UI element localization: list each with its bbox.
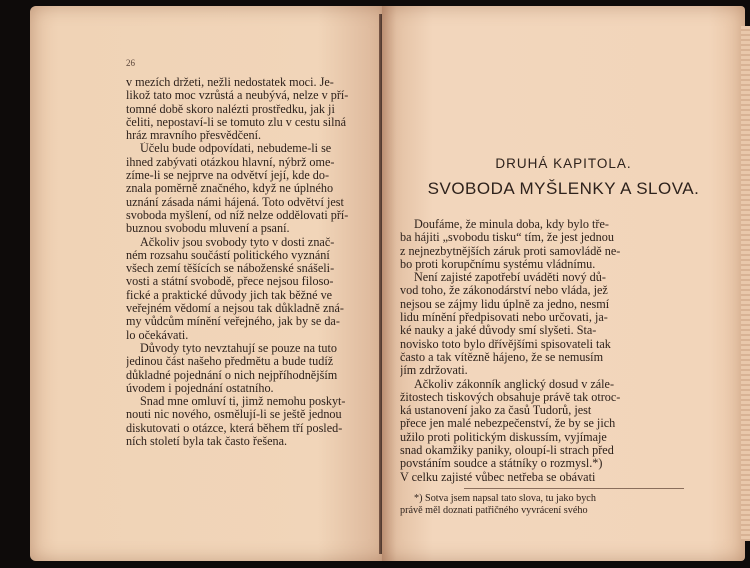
text-line: snad okamžiky paniky, oloupí-li strach před xyxy=(400,444,614,458)
text-line: lo očekávati. xyxy=(126,328,189,342)
text-line: důkladné pojednání o nich nejpříhodnějším xyxy=(126,368,338,382)
text-line: Důvody tyto nevztahují se pouze na tuto xyxy=(140,341,337,355)
text-line: ba hájiti „svobodu tisku“ tím, že jest jednou xyxy=(400,231,614,245)
text-line: uznání zásada námi hájená. Toto odvětví jest xyxy=(126,195,344,209)
text-line: Ačkoliv jsou svobody tyto v dosti znač- xyxy=(140,235,335,249)
left-page-body xyxy=(126,76,364,448)
text-line: užilo proti politickým diskussím, vyjímaje xyxy=(400,430,607,444)
text-line: my vůdcům mínění veřejného, jak by se da- xyxy=(126,315,340,329)
text-line: žitostech tiskových obsahuje právě tak otroc- xyxy=(400,390,621,404)
right-page xyxy=(382,6,745,561)
text-line: znala poměrně značného, když ne úplného xyxy=(126,182,334,196)
text-line: všech zemí těšících se náboženské snášeli- xyxy=(126,262,335,276)
text-line: zíme-li se nejprve na odvětví její, kde do- xyxy=(126,169,330,183)
text-line: jím zdržovati. xyxy=(400,364,468,378)
text-line: buznou svobodu mluvení a psaní. xyxy=(126,222,290,236)
text-line: Účelu bude odpovídati, nebudeme-li se xyxy=(140,142,332,156)
text-line: nouti nic nového, osmělují-li se ještě jednou xyxy=(126,408,342,422)
text-line: svoboda myšlení, od níž nelze oddělovati pří- xyxy=(126,208,349,222)
text-line: hráz mravního přesvědčení. xyxy=(126,129,262,143)
text-line: tomné době skoro nalézti prostředku, jak ji xyxy=(126,102,335,116)
text-line: ních století byla tak často řešena. xyxy=(126,435,288,449)
text-line: bo proti korupčnímu systému vládnímu. xyxy=(400,257,596,271)
text-line: přece jen malé nebezpečenství, že by se jich xyxy=(400,417,616,431)
text-line: v mezích držeti, nežli nedostatek moci. Je- xyxy=(126,76,334,89)
text-line: diskutovati o otázce, která během tří posled- xyxy=(126,421,343,435)
right-page-body xyxy=(400,218,702,484)
text-line: novisko toto bylo dřívějšími spisovateli tak xyxy=(400,337,611,351)
footnote-rule xyxy=(464,488,684,489)
page-number: 26 xyxy=(126,58,135,68)
text-line: veřejném vědomí a nejsou tak důkladně zná- xyxy=(126,302,344,316)
text-line: ném rozsahu součástí politického vyznání xyxy=(126,248,330,262)
chapter-label: DRUHÁ KAPITOLA. xyxy=(495,156,632,171)
left-page xyxy=(30,6,390,561)
text-line: *) Sotva jsem napsal tato slova, tu jako bych xyxy=(414,493,596,504)
text-line: likož tato moc vzrůstá a neubývá, nelze v pří- xyxy=(126,89,349,103)
text-line: Není zajisté zapotřebí uváděti nový dů- xyxy=(414,271,606,285)
text-line: V celku zajisté vůbec netřeba se obávati xyxy=(400,470,596,484)
open-book xyxy=(30,6,745,561)
footnote xyxy=(400,493,700,516)
text-line: fické a praktické důvody jich tak běžné ve xyxy=(126,288,333,302)
chapter-title: SVOBODA MYŠLENKY A SLOVA. xyxy=(427,179,700,198)
text-line: právě měl doznati patřičného vyvrácení svého xyxy=(400,504,588,516)
text-line: vosti a státní svobodě, přece nejsou filoso- xyxy=(126,275,334,289)
text-line: Snad mne omluví ti, jimž nemohu poskyt- xyxy=(140,395,346,409)
text-line: Doufáme, že minula doba, kdy bylo tře- xyxy=(414,218,609,231)
text-line: lidu mínění předpisovati nebo určovati, ja- xyxy=(400,311,608,325)
text-line: čeliti, nepostaví-li se tomuto zlu v cestu silná xyxy=(126,115,347,129)
text-line: často a tak vítězně hájeno, že se nemusím xyxy=(400,350,604,364)
text-line: z nejnezbytnějších záruk proti samovládě ne- xyxy=(400,244,621,258)
text-line: jedinou část našeho předmětu a bude tudíž xyxy=(126,355,334,369)
text-line: povstáním soudce a státníky o rozmysl.*) xyxy=(400,457,603,471)
text-line: ká ustanovení jako za časů Tudorů, jest xyxy=(400,404,592,418)
text-line: ihned zabývati otázkou hlavní, nýbrž ome- xyxy=(126,155,335,169)
text-line: vod toho, že zákonodárství nebo vláda, jež xyxy=(400,284,608,298)
text-line: ké nauky a jaké důvody smí slyšeti. Sta- xyxy=(400,324,597,338)
text-line: nejsou se zájmy lidu úplně za jedno, nesmí xyxy=(400,297,610,311)
text-line: Ačkoliv zákonník anglický dosud v zále- xyxy=(414,377,615,391)
text-line: úvodem i pojednání ostatního. xyxy=(126,381,274,395)
page-edges xyxy=(741,26,750,541)
